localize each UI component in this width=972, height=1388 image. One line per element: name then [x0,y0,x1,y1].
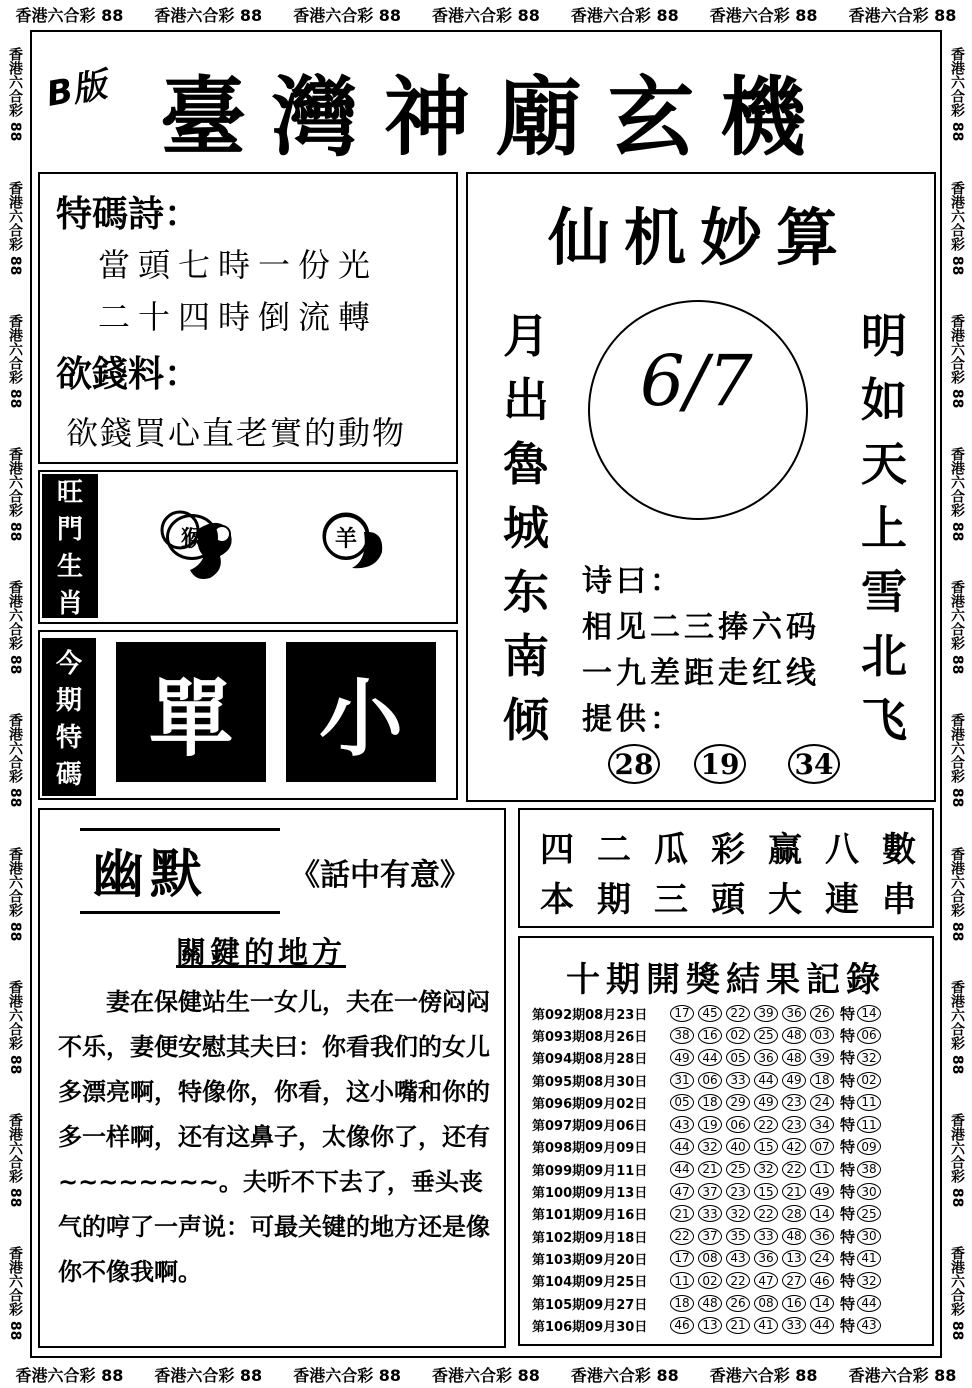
record-date: 第096期09月02日 [532,1096,648,1112]
record-number: 26 [726,1295,750,1312]
record-row [532,1292,932,1314]
record-number: 49 [754,1094,778,1111]
zodiac-tag-char: 旺 [56,478,83,508]
record-number: 48 [698,1295,722,1312]
top-border [0,0,972,28]
border-text: 香港六合彩 88 [7,580,23,675]
record-special-number: 14 [857,1005,881,1022]
record-number: 22 [754,1116,778,1133]
xianji-right-column [854,300,914,748]
record-special-label: 特 [840,1294,856,1313]
record-number: 27 [782,1272,806,1289]
record-number: 08 [698,1250,722,1267]
record-date: 第093期08月26日 [532,1029,648,1045]
record-date: 第098期09月09日 [532,1141,648,1157]
record-number: 19 [698,1116,722,1133]
record-special-label: 特 [840,1272,856,1291]
record-number: 17 [670,1005,694,1022]
record-number: 05 [670,1094,694,1111]
record-row [532,1047,932,1069]
joke-title: 幽默 [92,845,209,905]
record-date: 第106期09月30日 [532,1319,648,1335]
record-special-number: 32 [857,1272,881,1289]
left-char: 出 [503,373,549,427]
provided-number: 34 [788,744,840,784]
record-number: 11 [670,1272,694,1289]
right-char: 如 [861,373,907,427]
border-text: 香港六合彩 88 [154,1365,263,1385]
record-number: 25 [726,1161,750,1178]
record-number: 47 [670,1183,694,1200]
special-tag-char: 特 [55,723,82,753]
record-number: 44 [754,1072,778,1089]
record-number: 28 [782,1205,806,1222]
record-number: 24 [810,1094,834,1111]
special-tag-char: 碼 [55,760,82,790]
record-date: 第092期08月23日 [532,1007,648,1023]
border-text: 香港六合彩 88 [949,1112,965,1208]
record-number: 32 [754,1161,778,1178]
record-number: 21 [670,1205,694,1222]
record-special-label: 特 [840,1093,856,1112]
record-number: 23 [782,1116,806,1133]
money-label: 欲錢料： [56,353,201,395]
record-number: 07 [810,1138,834,1155]
border-text: 香港六合彩 88 [15,5,124,25]
right-char: 明 [861,309,907,363]
record-special-number: 32 [857,1049,881,1066]
record-number: 37 [698,1183,722,1200]
record-row [532,1247,932,1269]
right-char: 北 [861,629,907,683]
record-row [532,1069,932,1091]
provided-number: 19 [694,744,746,784]
record-date: 第099期09月11日 [532,1163,648,1179]
record-number: 13 [698,1317,722,1334]
record-number: 16 [782,1295,806,1312]
border-text: 香港六合彩 88 [7,47,23,142]
zodiac-tag-char: 門 [56,515,83,545]
record-special-label: 特 [840,1160,856,1179]
border-text: 香港六合彩 88 [7,1112,23,1208]
record-number: 36 [754,1250,778,1267]
record-special-label: 特 [840,1138,856,1157]
joke-subtitle: 《話中有意》 [290,858,470,893]
record-number: 34 [810,1116,834,1133]
zodiac-tag-char: 生 [56,552,83,582]
hint-char: 赢 [768,830,802,870]
joke-heading: 關鍵的地方 [176,936,346,971]
record-number: 23 [782,1094,806,1111]
record-special-number: 02 [857,1072,881,1089]
record-number: 33 [782,1317,806,1334]
hint-char: 瓜 [654,830,688,870]
special-small: 小 [286,642,436,782]
border-text: 香港六合彩 88 [949,979,965,1075]
record-row [532,1002,932,1024]
record-number: 21 [726,1317,750,1334]
hint-char: 大 [768,880,802,920]
page-title: 臺灣神廟玄機 [160,68,832,168]
record-number: 36 [754,1049,778,1066]
hint-char: 期 [597,880,631,920]
left-char: 倾 [503,693,549,747]
record-special-label: 特 [840,1116,856,1135]
record-number: 22 [726,1005,750,1022]
record-number: 39 [810,1049,834,1066]
record-row [532,1136,932,1158]
record-number: 24 [810,1250,834,1267]
record-number: 32 [726,1205,750,1222]
money-text: 欲錢買心直老實的動物 [66,414,407,452]
record-special-label: 特 [840,1227,856,1246]
left-char: 魯 [503,437,549,491]
special-tag [42,638,96,796]
record-special-label: 特 [840,1183,856,1202]
record-date: 第097期09月06日 [532,1119,648,1135]
record-number: 15 [754,1183,778,1200]
right-char: 雪 [861,565,907,619]
records-title: 十期開獎結果記錄 [566,960,886,1000]
hint-char: 數 [882,830,916,870]
poem-line-2: 二十四時倒流轉 [98,298,379,336]
record-number: 36 [782,1005,806,1022]
zodiac-goat: 羊 [323,514,369,560]
border-text: 香港六合彩 88 [7,180,23,275]
record-number: 49 [670,1049,694,1066]
record-number: 17 [670,1250,694,1267]
record-number: 41 [754,1317,778,1334]
record-number: 33 [698,1205,722,1222]
record-special-number: 43 [857,1317,881,1334]
record-date: 第102期09月18日 [532,1230,648,1246]
record-special-label: 特 [840,1316,856,1335]
record-number: 06 [698,1072,722,1089]
record-number: 11 [810,1161,834,1178]
record-number: 44 [698,1049,722,1066]
record-number: 31 [670,1072,694,1089]
record-number: 23 [726,1183,750,1200]
record-number: 08 [754,1295,778,1312]
record-number: 25 [754,1027,778,1044]
border-text: 香港六合彩 88 [949,713,965,808]
border-text: 香港六合彩 88 [949,580,965,675]
record-number: 33 [754,1228,778,1245]
border-text: 香港六合彩 88 [949,47,965,142]
xianji-title: 仙机妙算 [547,201,852,274]
border-text: 香港六合彩 88 [848,1365,957,1385]
record-number: 38 [670,1027,694,1044]
record-number: 32 [698,1138,722,1155]
record-number: 18 [670,1295,694,1312]
right-char: 天 [861,437,907,491]
border-text: 香港六合彩 88 [949,846,965,941]
special-tag-char: 今 [55,649,82,679]
circle-text: 6/7 [640,340,753,422]
record-number: 02 [726,1027,750,1044]
record-number: 44 [670,1138,694,1155]
record-special-number: 44 [857,1295,881,1312]
special-tag-char: 期 [55,686,82,716]
record-date: 第105期09月27日 [532,1297,648,1313]
border-text: 香港六合彩 88 [293,5,402,25]
record-special-number: 41 [857,1250,881,1267]
hint-char: 四 [540,830,574,870]
zodiac-tag [42,474,98,618]
border-text: 香港六合彩 88 [949,446,965,542]
record-date: 第104期09月25日 [532,1275,648,1291]
record-number: 35 [726,1228,750,1245]
record-special-number: 11 [857,1116,881,1133]
record-row [532,1113,932,1135]
record-number: 14 [810,1205,834,1222]
record-number: 39 [754,1005,778,1022]
record-row [532,1180,932,1202]
record-special-label: 特 [840,1026,856,1045]
xianji-provide-label: 提供： [582,702,684,737]
record-number: 48 [782,1049,806,1066]
border-text: 香港六合彩 88 [570,5,679,25]
record-number: 46 [670,1317,694,1334]
record-special-number: 06 [857,1027,881,1044]
bottom-border [0,1360,972,1388]
hint-char: 八 [825,830,859,870]
record-number: 44 [670,1161,694,1178]
record-row [532,1203,932,1225]
record-number: 14 [810,1295,834,1312]
record-special-label: 特 [840,1004,856,1023]
record-date: 第095期08月30日 [532,1074,648,1090]
border-text: 香港六合彩 88 [15,1365,124,1385]
record-date: 第103期09月20日 [532,1252,648,1268]
record-number: 15 [754,1138,778,1155]
record-number: 37 [698,1228,722,1245]
records-list [532,1002,932,1336]
record-special-number: 11 [857,1094,881,1111]
record-number: 48 [782,1027,806,1044]
border-text: 香港六合彩 88 [432,5,540,25]
record-date: 第094期08月28日 [532,1052,648,1068]
zodiac-monkey: 猴 [166,514,218,560]
special-odd: 單 [116,642,266,782]
record-special-label: 特 [840,1249,856,1268]
record-number: 06 [726,1116,750,1133]
hint-char: 頭 [711,880,745,920]
record-number: 40 [726,1138,750,1155]
record-number: 18 [698,1094,722,1111]
poem-label: 特碼詩： [56,193,201,235]
border-text: 香港六合彩 88 [709,1365,818,1385]
left-char: 城 [503,501,549,555]
record-row [532,1158,932,1180]
zodiac-panel [38,470,458,624]
border-text: 香港六合彩 88 [7,446,23,542]
record-special-number: 38 [857,1161,881,1178]
record-row [532,1314,932,1336]
record-number: 49 [810,1183,834,1200]
record-number: 44 [810,1317,834,1334]
border-text: 香港六合彩 88 [949,313,965,409]
hint-char: 三 [654,880,688,920]
edition-label: B版 [43,65,110,115]
border-text: 香港六合彩 88 [7,713,23,808]
left-char: 月 [503,309,549,363]
record-number: 43 [726,1250,750,1267]
record-number: 22 [782,1161,806,1178]
record-special-number: 09 [857,1138,881,1155]
hint-char: 串 [882,880,916,920]
border-text: 香港六合彩 88 [432,1365,540,1385]
record-special-label: 特 [840,1071,856,1090]
record-row [532,1024,932,1046]
right-char: 上 [861,501,907,555]
border-text: 香港六合彩 88 [949,1246,965,1341]
record-row [532,1270,932,1292]
border-text: 香港六合彩 88 [7,1246,23,1341]
hint-char: 連 [825,880,859,920]
provided-number: 28 [608,744,660,784]
record-number: 21 [782,1183,806,1200]
hint-char: 本 [540,880,574,920]
record-number: 16 [698,1027,722,1044]
border-text: 香港六合彩 88 [848,5,957,25]
left-char: 南 [503,629,549,683]
record-number: 02 [698,1272,722,1289]
record-number: 43 [670,1116,694,1133]
record-number: 33 [726,1072,750,1089]
right-char: 飞 [861,693,907,747]
record-special-number: 30 [857,1183,881,1200]
xianji-left-column [496,300,556,748]
record-row [532,1225,932,1247]
left-char: 东 [503,565,549,619]
border-text: 香港六合彩 88 [7,313,23,409]
record-number: 26 [810,1005,834,1022]
left-border [2,28,28,1360]
hint-char: 彩 [711,830,745,870]
hint-row-2 [540,872,916,921]
record-number: 18 [810,1072,834,1089]
record-number: 05 [726,1049,750,1066]
right-border [944,28,970,1360]
border-text: 香港六合彩 88 [7,846,23,941]
record-number: 47 [754,1272,778,1289]
record-special-label: 特 [840,1205,856,1224]
poem-line-1: 當頭七時一份光 [98,246,379,284]
record-special-number: 30 [857,1228,881,1245]
record-date: 第100期09月13日 [532,1186,648,1202]
xianji-poem-line-1: 相见二三捧六码 [582,610,820,645]
record-number: 03 [810,1027,834,1044]
border-text: 香港六合彩 88 [709,5,818,25]
record-special-number: 25 [857,1205,881,1222]
hint-char: 二 [597,830,631,870]
border-text: 香港六合彩 88 [293,1365,402,1385]
xianji-poem-line-2: 一九差距走红线 [582,656,820,691]
joke-text: 妻在保健站生一女儿，夫在一傍闷闷不乐，妻便安慰其夫曰：你看我们的女儿多漂亮啊，特像你，你看，这小嘴和你的多一样啊，还有这鼻子，太像你了，还有~~~~~~~~。夫听不下去了，垂头丧气的哼了一声说：可最关键的地方还是像你不像我啊。 [58,988,490,1286]
record-number: 22 [670,1228,694,1245]
hint-row-1 [540,822,916,871]
record-number: 13 [782,1250,806,1267]
record-date: 第101期09月16日 [532,1208,648,1224]
record-number: 49 [782,1072,806,1089]
record-number: 42 [782,1138,806,1155]
record-row [532,1091,932,1113]
record-number: 29 [726,1094,750,1111]
zodiac-tag-char: 肖 [56,589,83,619]
border-text: 香港六合彩 88 [949,180,965,275]
border-text: 香港六合彩 88 [570,1365,679,1385]
record-number: 21 [698,1161,722,1178]
record-special-label: 特 [840,1049,856,1068]
record-number: 22 [726,1272,750,1289]
border-text: 香港六合彩 88 [154,5,263,25]
record-number: 46 [810,1272,834,1289]
joke-body [58,980,498,1295]
record-number: 45 [698,1005,722,1022]
record-number: 36 [810,1228,834,1245]
record-number: 22 [754,1205,778,1222]
xianji-poem-label: 诗曰： [582,564,684,599]
border-text: 香港六合彩 88 [7,979,23,1075]
record-number: 48 [782,1228,806,1245]
